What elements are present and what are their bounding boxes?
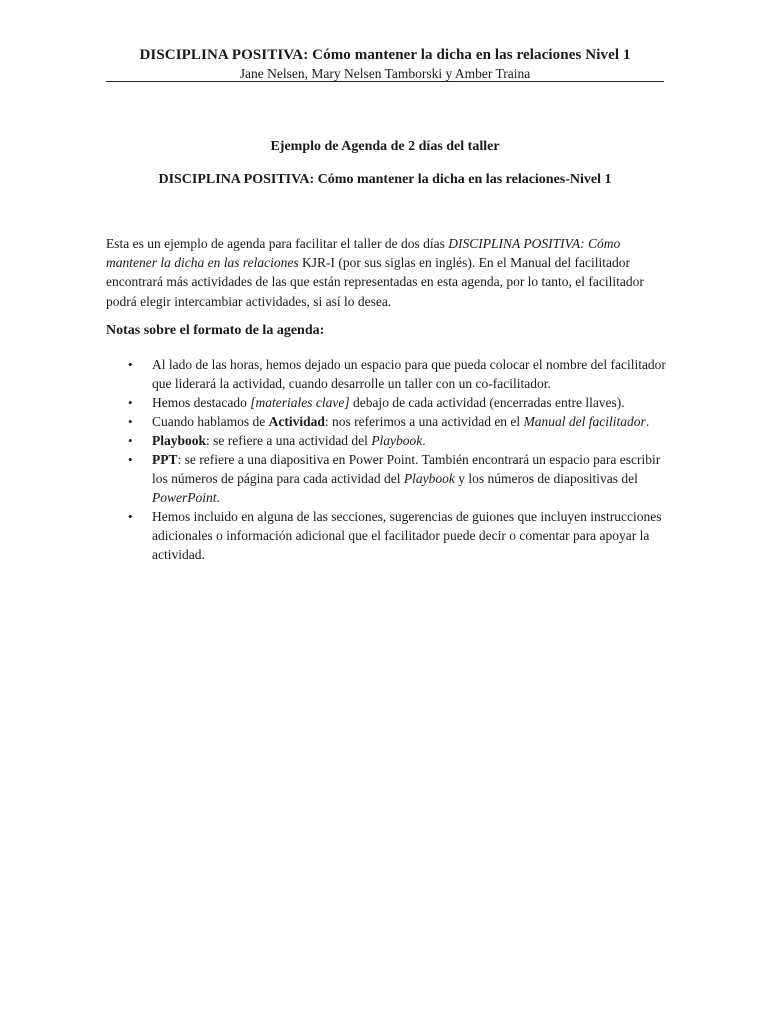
list-item [106,355,666,393]
page-header [106,46,664,82]
intro-italic-title: DISCIPLINA POSITIVA: Cómo mantener la dicha en las relaciones [106,236,621,271]
notes-heading: Notas sobre el formato de la agenda: [106,323,325,338]
bullet-icon: • [128,509,133,524]
list-item-text: . [422,433,426,448]
list-item-text: : se refiere a una actividad del [206,433,372,448]
bullet-icon: • [128,414,133,429]
document-title: Ejemplo de Agenda de 2 días del taller [270,139,500,154]
list-item-italic: PowerPoint [152,490,217,505]
list-item [106,393,666,412]
list-item-bold: Actividad [268,414,325,429]
list-item-italic: Manual del facilitador [523,414,646,429]
list-item-text: . [216,490,220,505]
list-item-text: . [645,414,650,429]
list-item [106,431,666,450]
bullet-icon: • [128,452,133,467]
bullet-icon: • [128,395,133,410]
list-item-text: Al lado de las horas, hemos dejado un espacio para que pueda colocar el nombre del facilitador que liderará la actividad, cuando desarrolle un taller con un co-facilitador. [152,357,666,391]
list-item-bold: PPT [152,452,178,467]
header-title: DISCIPLINA POSITIVA: Cómo mantener la dicha en las relaciones Nivel 1 [139,47,631,63]
intro-text-2: KJR-I (por sus siglas en inglés). En el Manual del facilitador encontrará más actividades de las que están representadas en esta agenda, por lo tanto, el facilitador podrá elegir intercambiar actividades, si así lo desea. [106,255,644,309]
list-item-text: Cuando hablamos de [152,414,269,429]
header-authors: Jane Nelsen, Mary Nelsen Tamborski y Amber Traina [239,66,531,81]
list-item-text: Hemos destacado [152,395,251,410]
list-item-text: : nos referimos a una actividad en el [324,414,524,429]
intro-paragraph [106,234,666,311]
header-divider [106,81,664,82]
list-item-bold: Playbook [152,433,207,448]
list-item-text: y los números de diapositivas del [454,471,638,486]
document-subtitle: DISCIPLINA POSITIVA: Cómo mantener la dicha en las relaciones-Nivel 1 [158,172,612,187]
list-item [106,412,666,431]
list-item-text: Hemos incluido en alguna de las secciones, sugerencias de guiones que incluyen instrucciones adicionales o información adicional que el facilitador puede decir o comentar para apoyar la actividad. [152,509,662,562]
list-item-text: : se refiere a una diapositiva en Power Point. También encontrará un espacio para escribir los números de página para cada actividad del [152,452,661,486]
intro-text-1: Esta es un ejemplo de agenda para facilitar el taller de dos días [106,236,449,251]
list-item-italic: Playbook [403,471,455,486]
list-item-text: debajo de cada actividad (encerradas entre llaves). [349,395,625,410]
list-item [106,450,666,507]
list-item-italic: Playbook [371,433,423,448]
list-item-italic: [materiales clave] [250,395,350,410]
bullet-icon: • [128,357,133,372]
bullet-icon: • [128,433,133,448]
notes-list [106,355,666,564]
list-item [106,507,666,564]
